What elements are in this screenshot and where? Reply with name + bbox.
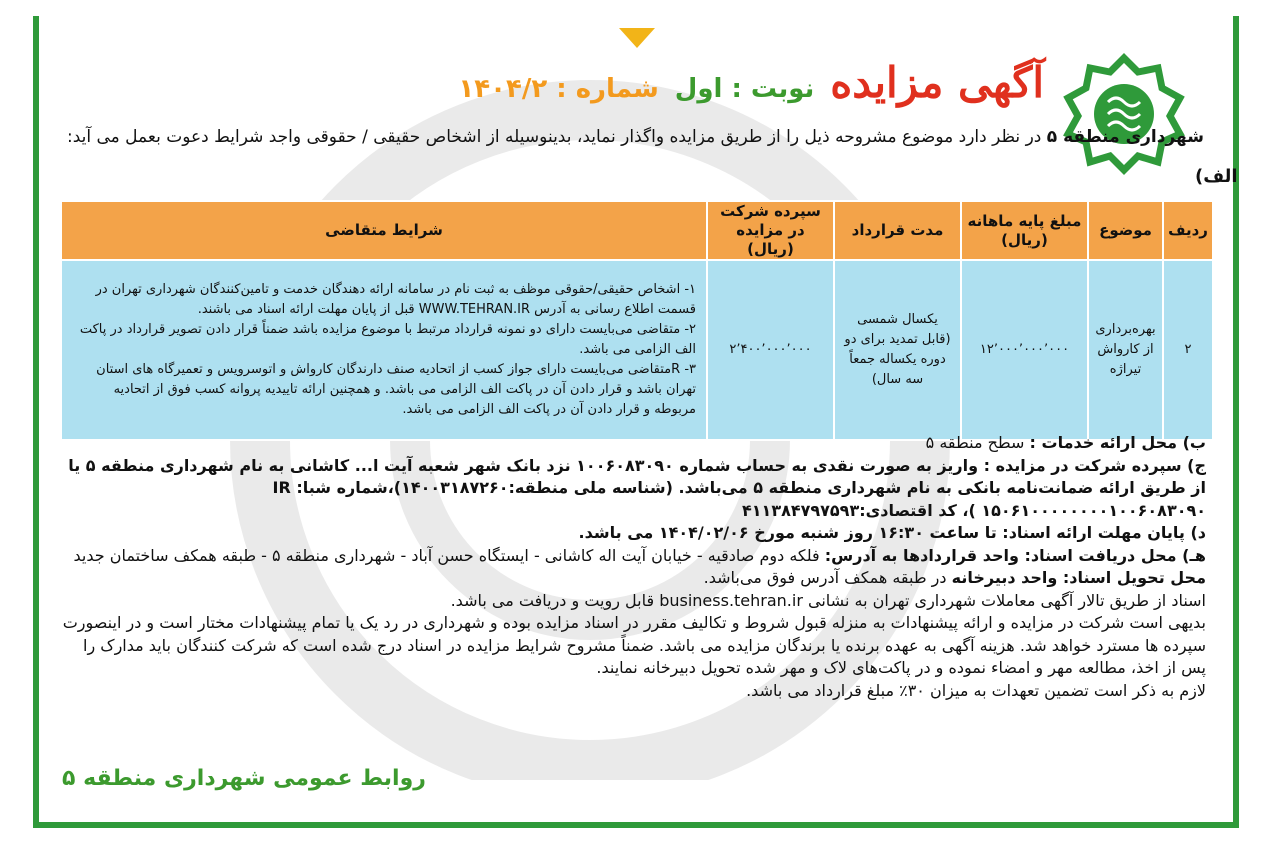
ad-number: شماره : ۱۴۰۴/۲ (458, 74, 659, 104)
detail-h-label: هـ) محل دریافت اسناد: واحد قراردادها به آدرس: (824, 545, 1206, 565)
detail-h (56, 545, 1206, 568)
cell-duration: یکسال شمسی (قابل تمدید برای دو دوره یکساله جمعاً سه سال) (834, 260, 961, 440)
detail-d-text: د) پایان مهلت ارائه اسناد: تا ساعت ۱۶:۳۰ روز شنبه مورخ ۱۴۰۴/۰۲/۰۶ می باشد. (578, 523, 1206, 542)
cell-subject: بهره‌برداری از کارواش تیراژه (1088, 260, 1163, 440)
top-triangle-marker (619, 28, 655, 48)
detail-terms: بدیهی است شرکت در مزایده و ارائه پیشنهادات به منزله قبول شروط و تکالیف مقرر در اسناد مزایده بوده و شهرداری در رد یک یا تمام پیشنهادات مختار است و در اینصورت سپرده ها مسترد خواهد شد. هزینه آگهی به عهده برنده یا برندگان مزایده می باشد. ضمناً مشروح شرایط مزایده در اسناد درج شده است که شرکت کنندگان باید مدارک را پس از اخذ، مطالعه مهر و امضاء نموده و در پاکت‌های لاک و مهر شده تحویل دبیرخانه نمایند. (62, 613, 1206, 677)
header-subject: موضوع (1088, 201, 1163, 260)
detail-j-text: واریز به صورت نقدی به حساب شماره ۱۰۰۶۰۸۳۰۹۰ نزد بانک شهر شعبه آیت ا... کاشانی به نام شهرداری منطقه ۵ یا از طریق ارائه ضمانت‌نامه بانکی به نام شهرداری منطقه ۵ می‌باشد. (شناسه ملی منطقه:۱۴۰۰۳۱۸۷۲۶۰)،شماره شبا: IR ۱۵۰۶۱۰۰۰۰۰۰۰۰۱۰۰۶۰۸۳۰۹۰ )، کد اقتصادی:۴۱۱۳۸۴۷۹۷۵۹۳ (68, 455, 1206, 520)
detail-b-label: ب) محل ارائه خدمات : (1029, 433, 1206, 452)
cell-base-amount: ۱۲٬۰۰۰٬۰۰۰٬۰۰۰ (961, 260, 1088, 440)
header-index: ردیف (1163, 201, 1213, 260)
detail-delivery (56, 567, 1206, 590)
section-alef-label: الف) (1195, 166, 1238, 187)
detail-delivery-label: محل تحویل اسناد: واحد دبیرخانه (951, 568, 1206, 587)
detail-j-label: ج) سپرده شرکت در مزایده : (983, 455, 1206, 475)
header-duration: مدت قرارداد (834, 201, 961, 260)
ad-title: آگهی مزایده (830, 58, 1044, 107)
header-deposit: سپرده شرکت در مزایده (ریال) (707, 201, 834, 260)
detail-d (56, 522, 1206, 545)
cell-deposit: ۲٬۴۰۰٬۰۰۰٬۰۰۰ (707, 260, 834, 440)
details-section (56, 432, 1206, 702)
detail-b-text: سطح منطقه ۵ (925, 433, 1030, 452)
condition-item-3: ۳- Rمتقاضی می‌بایست دارای جواز کسب از اتحادیه صنف دارندگان کارواش و اتوسرویس و تعمیرگاه های استان تهران باشد و قرار دادن آن در پاکت الف الزامی می باشد. و همچنین ارائه تاییدیه پروانه کسب فوق از اتحادیه مربوطه و قرار دادن آن در پاکت الف الزامی می باشد. (96, 362, 696, 417)
auction-table (60, 200, 1214, 441)
detail-b (56, 432, 1206, 455)
tehran-municipality-logo-icon (1058, 50, 1190, 176)
footer-signature: روابط عمومی شهرداری منطقه ۵ (62, 766, 426, 791)
cell-index: ۲ (1163, 260, 1213, 440)
detail-guarantee: لازم به ذکر است تضمین تعهدات به میزان ۳۰٪ مبلغ قرارداد می باشد. (746, 680, 1206, 700)
header-conditions: شرایط متقاضی (61, 201, 707, 260)
ad-title-row (458, 58, 1044, 114)
ad-round: نوبت : اول (674, 74, 815, 104)
cell-conditions (61, 260, 707, 440)
detail-delivery-text: در طبقه همکف آدرس فوق می‌باشد. (703, 568, 952, 587)
detail-h-text: فلکه دوم صادقیه - خیابان آیت اله کاشانی - ایستگاه حسن آباد - شهرداری منطقه ۵ - طبقه همکف ساختمان جدید (73, 545, 825, 565)
table-row (61, 260, 1213, 440)
intro-paragraph (64, 126, 1204, 148)
detail-j (56, 455, 1206, 523)
table-header-row (61, 201, 1213, 260)
detail-docs: اسناد از طریق تالار آگهی معاملات شهرداری تهران به نشانی business.tehran.ir قابل رویت و دریافت می باشد. (450, 590, 1206, 610)
condition-item-1: ۱- اشخاص حقیقی/حقوقی موظف به ثبت نام در سامانه ارائه دهندگان خدمت و تامین‌کنندگان شهرداری تهران در قسمت اطلاع رسانی به آدرس WWW.TEHRAN.IR قبل از پایان مهلت ارائه اسناد می باشند. (95, 282, 696, 317)
intro-org: شهرداری منطقه ۵ (1046, 127, 1204, 147)
condition-item-2: ۲- متقاضی می‌بایست دارای دو نمونه قرارداد مرتبط با موضوع مزایده باشد ضمناً قرار دادن تصویر قرارداد در پاکت الف الزامی می باشد. (79, 322, 696, 357)
intro-text: در نظر دارد موضوع مشروحه ذیل را از طریق مزایده واگذار نماید، بدینوسیله از اشخاص حقیقی / حقوقی واجد شرایط دعوت بعمل می آید: (66, 127, 1047, 147)
header-base-amount: مبلغ پایه ماهانه (ریال) (961, 201, 1088, 260)
